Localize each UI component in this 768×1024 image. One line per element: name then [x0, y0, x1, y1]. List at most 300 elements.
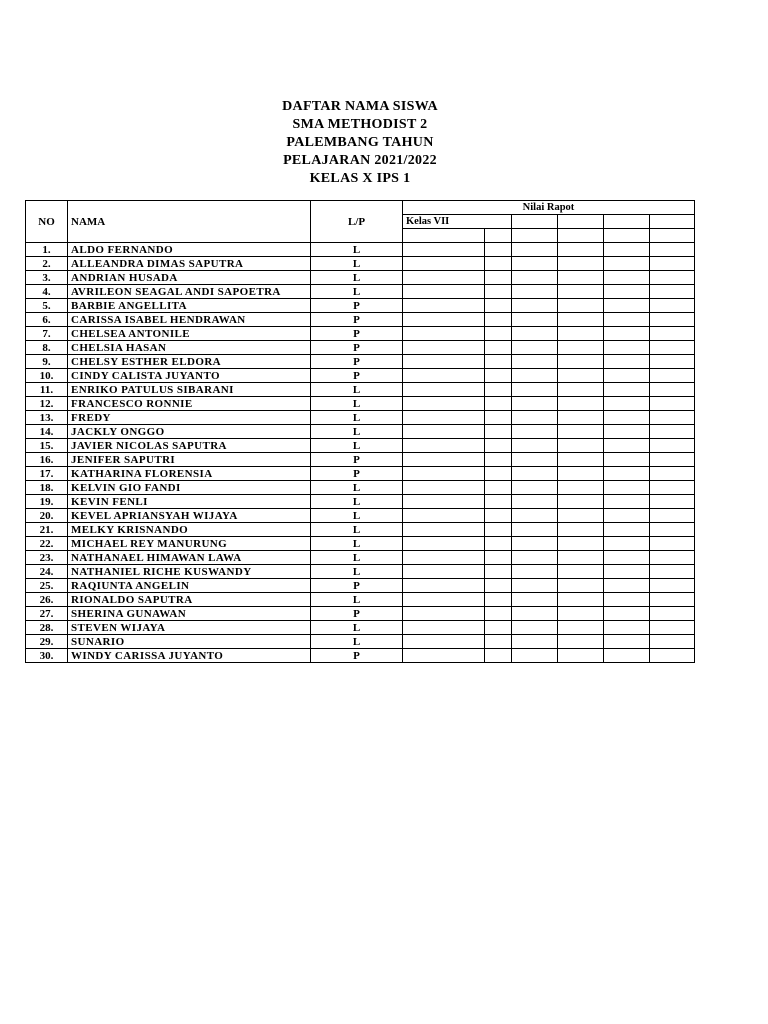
grade-cell [650, 397, 695, 411]
grade-cell [558, 243, 604, 257]
student-name: MICHAEL REY MANURUNG [68, 537, 311, 551]
student-gender: L [311, 271, 403, 285]
table-row [26, 369, 695, 383]
header-blank-cell [403, 229, 485, 243]
grade-cell [650, 565, 695, 579]
grade-cell [403, 383, 485, 397]
student-number: 26. [26, 593, 68, 607]
student-number: 3. [26, 271, 68, 285]
student-gender: L [311, 621, 403, 635]
grade-cell [604, 271, 650, 285]
table-row [26, 495, 695, 509]
grade-cell [512, 411, 558, 425]
student-number: 9. [26, 355, 68, 369]
grade-cell [512, 649, 558, 663]
table-row [26, 341, 695, 355]
grade-cell [512, 243, 558, 257]
grade-cell [558, 271, 604, 285]
grade-cell [604, 453, 650, 467]
student-gender: L [311, 523, 403, 537]
grade-cell [650, 453, 695, 467]
grade-cell [485, 411, 512, 425]
table-row [26, 243, 695, 257]
grade-cell [403, 509, 485, 523]
student-number: 16. [26, 453, 68, 467]
grade-cell [558, 257, 604, 271]
grade-cell [558, 593, 604, 607]
header-blank-cell [604, 229, 650, 243]
grade-cell [558, 635, 604, 649]
grade-cell [485, 439, 512, 453]
student-number: 4. [26, 285, 68, 299]
document-title [0, 98, 720, 188]
student-name: RIONALDO SAPUTRA [68, 593, 311, 607]
grade-cell [604, 397, 650, 411]
grade-cell [512, 285, 558, 299]
grade-cell [558, 523, 604, 537]
student-number: 13. [26, 411, 68, 425]
student-number: 5. [26, 299, 68, 313]
table-row [26, 257, 695, 271]
grade-cell [512, 607, 558, 621]
student-number: 23. [26, 551, 68, 565]
grade-cell [485, 299, 512, 313]
student-number: 25. [26, 579, 68, 593]
grade-cell [403, 313, 485, 327]
student-name: CHELSY ESTHER ELDORA [68, 355, 311, 369]
title-line-1: DAFTAR NAMA SISWA [282, 99, 438, 114]
grade-cell [403, 593, 485, 607]
table-row [26, 383, 695, 397]
student-table [25, 200, 695, 663]
grade-cell [403, 257, 485, 271]
grade-cell [604, 411, 650, 425]
student-gender: P [311, 649, 403, 663]
student-name: JENIFER SAPUTRI [68, 453, 311, 467]
student-gender: P [311, 453, 403, 467]
student-gender: L [311, 285, 403, 299]
grade-cell [558, 439, 604, 453]
grade-cell [485, 495, 512, 509]
grade-cell [650, 327, 695, 341]
grade-cell [558, 425, 604, 439]
table-row [26, 565, 695, 579]
grade-cell [512, 369, 558, 383]
student-number: 20. [26, 509, 68, 523]
grade-cell [512, 313, 558, 327]
title-line-3: PALEMBANG TAHUN [286, 135, 434, 150]
grade-cell [558, 495, 604, 509]
grade-cell [604, 425, 650, 439]
student-gender: P [311, 341, 403, 355]
student-gender: L [311, 411, 403, 425]
grade-cell [604, 341, 650, 355]
table-row [26, 593, 695, 607]
student-number: 29. [26, 635, 68, 649]
grade-cell [650, 593, 695, 607]
table-row [26, 467, 695, 481]
grade-cell [512, 579, 558, 593]
student-name: BARBIE ANGELLITA [68, 299, 311, 313]
header-blank-cell [650, 229, 695, 243]
grade-cell [485, 397, 512, 411]
table-row [26, 271, 695, 285]
student-name: KELVIN GIO FANDI [68, 481, 311, 495]
student-number: 1. [26, 243, 68, 257]
grade-cell [485, 425, 512, 439]
table-row [26, 579, 695, 593]
grade-cell [650, 411, 695, 425]
header-kelas: Kelas VII [403, 215, 512, 229]
grade-cell [403, 523, 485, 537]
grade-cell [485, 355, 512, 369]
student-number: 19. [26, 495, 68, 509]
grade-cell [403, 439, 485, 453]
table-row [26, 607, 695, 621]
grade-cell [604, 327, 650, 341]
grade-cell [604, 621, 650, 635]
grade-cell [403, 425, 485, 439]
grade-cell [650, 369, 695, 383]
grade-cell [485, 635, 512, 649]
student-gender: P [311, 579, 403, 593]
grade-cell [485, 257, 512, 271]
student-gender: L [311, 397, 403, 411]
grade-cell [403, 411, 485, 425]
student-gender: L [311, 425, 403, 439]
grade-cell [604, 551, 650, 565]
student-name: MELKY KRISNANDO [68, 523, 311, 537]
grade-cell [558, 327, 604, 341]
header-row-1 [26, 201, 695, 215]
student-number: 21. [26, 523, 68, 537]
grade-cell [485, 649, 512, 663]
grade-cell [604, 523, 650, 537]
grade-cell [604, 439, 650, 453]
student-number: 22. [26, 537, 68, 551]
table-row [26, 411, 695, 425]
student-number: 6. [26, 313, 68, 327]
grade-cell [512, 551, 558, 565]
title-line-2: SMA METHODIST 2 [292, 117, 428, 132]
grade-cell [604, 355, 650, 369]
table-row [26, 285, 695, 299]
grade-cell [403, 495, 485, 509]
grade-cell [512, 621, 558, 635]
student-gender: L [311, 635, 403, 649]
grade-cell [485, 509, 512, 523]
grade-cell [485, 537, 512, 551]
student-name: NATHANAEL HIMAWAN LAWA [68, 551, 311, 565]
student-gender: P [311, 369, 403, 383]
grade-cell [403, 271, 485, 285]
grade-cell [604, 649, 650, 663]
grade-cell [650, 635, 695, 649]
grade-cell [558, 369, 604, 383]
student-name: ANDRIAN HUSADA [68, 271, 311, 285]
grade-cell [604, 579, 650, 593]
grade-cell [558, 649, 604, 663]
grade-cell [604, 299, 650, 313]
student-gender: P [311, 313, 403, 327]
student-number: 18. [26, 481, 68, 495]
student-name: RAQIUNTA ANGELIN [68, 579, 311, 593]
student-name: KEVIN FENLI [68, 495, 311, 509]
grade-cell [512, 341, 558, 355]
table-row [26, 481, 695, 495]
grade-cell [512, 257, 558, 271]
grade-cell [650, 341, 695, 355]
grade-cell [485, 327, 512, 341]
student-gender: L [311, 257, 403, 271]
grade-cell [512, 327, 558, 341]
grade-cell [604, 593, 650, 607]
table-row [26, 355, 695, 369]
student-name: ALDO FERNANDO [68, 243, 311, 257]
header-blank-cell [485, 229, 512, 243]
grade-cell [403, 537, 485, 551]
table-row [26, 313, 695, 327]
grade-cell [403, 607, 485, 621]
title-line-4: PELAJARAN 2021/2022 [283, 153, 437, 168]
student-gender: L [311, 495, 403, 509]
grade-cell [485, 271, 512, 285]
grade-cell [558, 383, 604, 397]
student-name: CHELSIA HASAN [68, 341, 311, 355]
grade-cell [485, 313, 512, 327]
student-number: 2. [26, 257, 68, 271]
grade-cell [604, 257, 650, 271]
grade-cell [650, 537, 695, 551]
student-name: NATHANIEL RICHE KUSWANDY [68, 565, 311, 579]
grade-cell [512, 383, 558, 397]
grade-cell [558, 313, 604, 327]
grade-cell [558, 453, 604, 467]
grade-cell [512, 509, 558, 523]
student-name: WINDY CARISSA JUYANTO [68, 649, 311, 663]
grade-cell [650, 481, 695, 495]
student-name: FREDY [68, 411, 311, 425]
grade-cell [650, 439, 695, 453]
grade-cell [604, 313, 650, 327]
grade-cell [512, 481, 558, 495]
student-name: CINDY CALISTA JUYANTO [68, 369, 311, 383]
header-blank-cell [604, 215, 650, 229]
grade-cell [650, 467, 695, 481]
grade-cell [403, 565, 485, 579]
grade-cell [650, 509, 695, 523]
grade-cell [558, 341, 604, 355]
table-row [26, 397, 695, 411]
grade-cell [558, 537, 604, 551]
grade-cell [650, 579, 695, 593]
student-number: 8. [26, 341, 68, 355]
grade-cell [650, 299, 695, 313]
grade-cell [485, 467, 512, 481]
grade-cell [512, 425, 558, 439]
grade-cell [650, 285, 695, 299]
table-row [26, 551, 695, 565]
grade-cell [604, 495, 650, 509]
student-gender: L [311, 551, 403, 565]
grade-cell [558, 579, 604, 593]
grade-cell [403, 649, 485, 663]
grade-cell [403, 635, 485, 649]
grade-cell [604, 635, 650, 649]
grade-cell [650, 243, 695, 257]
student-number: 30. [26, 649, 68, 663]
grade-cell [650, 355, 695, 369]
grade-cell [558, 621, 604, 635]
grade-cell [604, 467, 650, 481]
grade-cell [403, 453, 485, 467]
grade-cell [604, 369, 650, 383]
student-name: ENRIKO PATULUS SIBARANI [68, 383, 311, 397]
grade-cell [403, 481, 485, 495]
grade-cell [650, 621, 695, 635]
table-row [26, 649, 695, 663]
grade-cell [512, 635, 558, 649]
student-gender: P [311, 355, 403, 369]
header-blank-cell [650, 215, 695, 229]
student-gender: L [311, 243, 403, 257]
header-nilai-rapot: Nilai Rapot [403, 201, 695, 215]
header-nama: NAMA [68, 201, 311, 243]
grade-cell [403, 341, 485, 355]
header-lp: L/P [311, 201, 403, 243]
header-blank-cell [558, 229, 604, 243]
grade-cell [512, 397, 558, 411]
grade-cell [650, 425, 695, 439]
grade-cell [558, 411, 604, 425]
student-name: KATHARINA FLORENSIA [68, 467, 311, 481]
grade-cell [485, 579, 512, 593]
student-table-body [26, 201, 695, 663]
table-row [26, 439, 695, 453]
grade-cell [558, 551, 604, 565]
grade-cell [558, 285, 604, 299]
grade-cell [558, 481, 604, 495]
grade-cell [403, 355, 485, 369]
header-blank-cell [558, 215, 604, 229]
header-blank-cell [512, 229, 558, 243]
table-row [26, 635, 695, 649]
grade-cell [650, 271, 695, 285]
grade-cell [485, 593, 512, 607]
grade-cell [512, 565, 558, 579]
student-name: ALLEANDRA DIMAS SAPUTRA [68, 257, 311, 271]
student-number: 11. [26, 383, 68, 397]
grade-cell [604, 383, 650, 397]
grade-cell [650, 257, 695, 271]
grade-cell [650, 551, 695, 565]
grade-cell [485, 621, 512, 635]
grade-cell [485, 453, 512, 467]
grade-cell [485, 341, 512, 355]
grade-cell [403, 551, 485, 565]
student-name: FRANCESCO RONNIE [68, 397, 311, 411]
grade-cell [650, 649, 695, 663]
grade-cell [403, 285, 485, 299]
student-gender: L [311, 565, 403, 579]
table-row [26, 509, 695, 523]
grade-cell [512, 467, 558, 481]
grade-cell [604, 565, 650, 579]
grade-cell [650, 523, 695, 537]
student-gender: L [311, 593, 403, 607]
grade-cell [604, 243, 650, 257]
grade-cell [403, 243, 485, 257]
grade-cell [512, 523, 558, 537]
grade-cell [485, 383, 512, 397]
grade-cell [650, 313, 695, 327]
grade-cell [485, 481, 512, 495]
grade-cell [485, 551, 512, 565]
grade-cell [512, 453, 558, 467]
grade-cell [512, 495, 558, 509]
grade-cell [403, 579, 485, 593]
grade-cell [650, 383, 695, 397]
grade-cell [558, 509, 604, 523]
student-number: 27. [26, 607, 68, 621]
student-gender: L [311, 439, 403, 453]
grade-cell [485, 369, 512, 383]
grade-cell [604, 481, 650, 495]
title-line-5: KELAS X IPS 1 [309, 171, 411, 186]
student-name: STEVEN WIJAYA [68, 621, 311, 635]
grade-cell [512, 593, 558, 607]
grade-cell [512, 271, 558, 285]
grade-cell [403, 369, 485, 383]
grade-cell [485, 243, 512, 257]
student-gender: P [311, 607, 403, 621]
student-name: AVRILEON SEAGAL ANDI SAPOETRA [68, 285, 311, 299]
student-gender: L [311, 481, 403, 495]
student-number: 17. [26, 467, 68, 481]
grade-cell [558, 355, 604, 369]
student-number: 14. [26, 425, 68, 439]
student-gender: L [311, 509, 403, 523]
grade-cell [485, 607, 512, 621]
student-number: 28. [26, 621, 68, 635]
grade-cell [558, 397, 604, 411]
grade-cell [604, 607, 650, 621]
grade-cell [558, 607, 604, 621]
grade-cell [403, 397, 485, 411]
grade-cell [403, 299, 485, 313]
student-gender: P [311, 327, 403, 341]
table-row [26, 523, 695, 537]
grade-cell [650, 607, 695, 621]
student-gender: L [311, 537, 403, 551]
grade-cell [403, 327, 485, 341]
student-number: 12. [26, 397, 68, 411]
table-row [26, 453, 695, 467]
student-number: 24. [26, 565, 68, 579]
student-number: 10. [26, 369, 68, 383]
grade-cell [512, 439, 558, 453]
table-row [26, 299, 695, 313]
student-number: 7. [26, 327, 68, 341]
grade-cell [604, 537, 650, 551]
grade-cell [604, 509, 650, 523]
grade-cell [485, 523, 512, 537]
student-gender: P [311, 299, 403, 313]
table-row [26, 327, 695, 341]
grade-cell [604, 285, 650, 299]
table-row [26, 621, 695, 635]
table-row [26, 425, 695, 439]
